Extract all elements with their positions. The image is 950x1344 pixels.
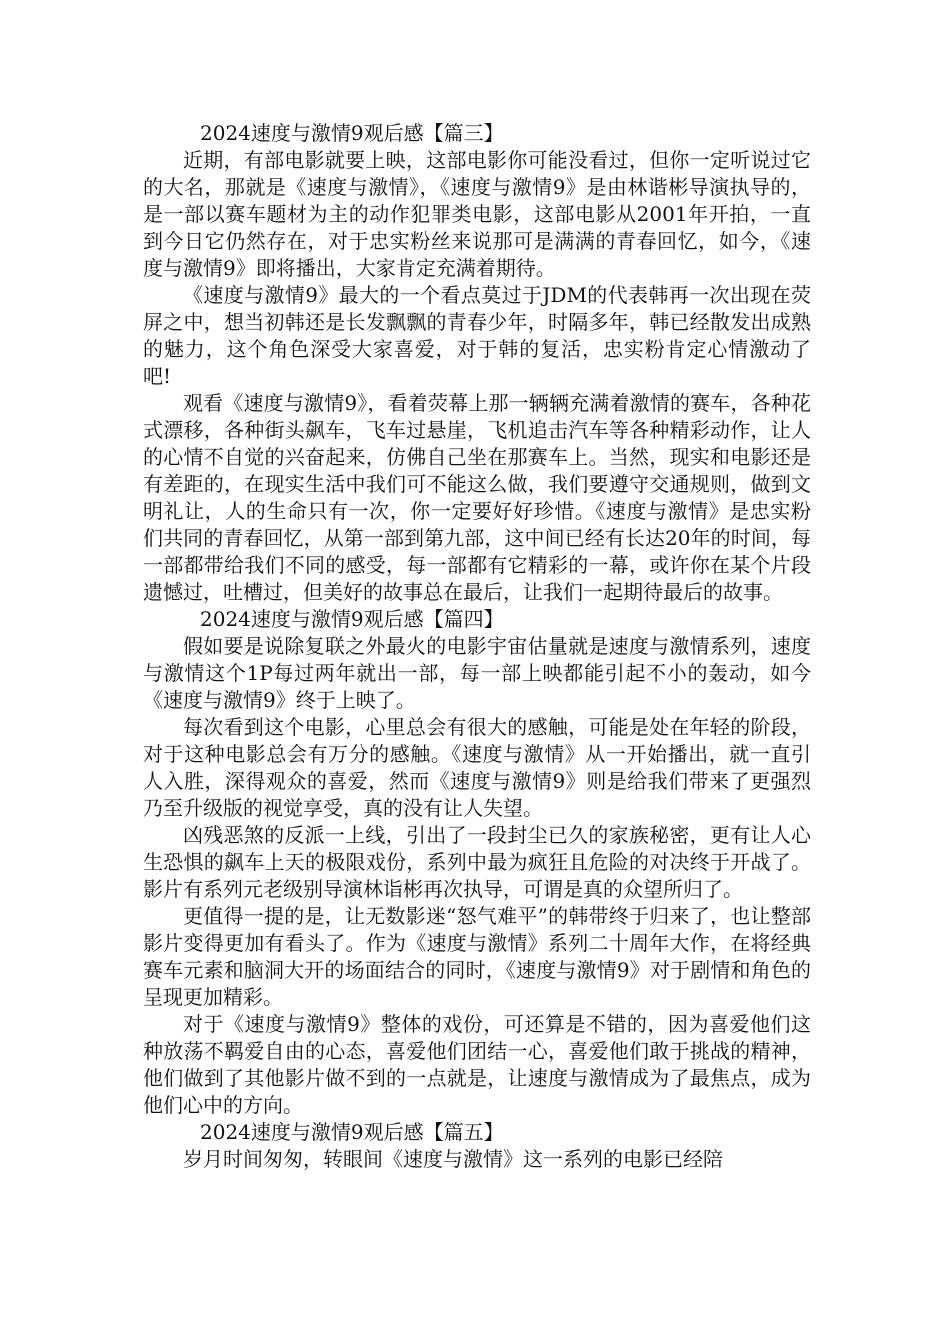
section-heading-3: 2024速度与激情9观后感【篇三】 [200, 121, 504, 145]
paragraph: 更值得一提的是，让无数影迷“怒气难平”的韩带终于归来了，也让整部影片变得更加有看头了。作为《速度与激情》系列二十周年大作，在将经典赛车元素和脑洞大开的场面结合的同时，《速度与激情9》对于剧情和角色的呈现更加精彩。 [143, 904, 811, 1009]
section-heading-4: 2024速度与激情9观后感【篇四】 [200, 607, 504, 631]
paragraph: 观看《速度与激情9》，看着荧幕上那一辆辆充满着激情的赛车，各种花式漂移，各种街头飙车，飞车过悬崖，飞机追击汽车等各种精彩动作，让人的心情不自觉的兴奋起来，仿佛自己坐在那赛车上。当然，现实和电影还是有差距的，在现实生活中我们可不能这么做，我们要遵守交通规则，做到文明礼让，人的生命只有一次，你一定要好好珍惜。《速度与激情》是忠实粉们共同的青春回忆，从第一部到第九部，这中间已经有长达20年的时间，每一部都带给我们不同的感受，每一部都有它精彩的一幕，或许你在某个片段遗憾过，吐槽过，但美好的故事总在最后，让我们一起期待最后的故事。 [143, 391, 811, 604]
section-heading-5: 2024速度与激情9观后感【篇五】 [200, 1120, 504, 1144]
paragraph: 《速度与激情9》最大的一个看点莫过于JDM的代表韩再一次出现在荧屏之中，想当初韩还是长发飘飘的青春少年，时隔多年，韩已经散发出成熟的魅力，这个角色深受大家喜爱，对于韩的复活，忠实粉肯定心情激动了吧! [143, 283, 811, 388]
paragraph: 假如要是说除复联之外最火的电影宇宙估量就是速度与激情系列，速度与激情这个1P每过两年就出一部，每一部上映都能引起不小的轰动，如今《速度与激情9》终于上映了。 [143, 634, 811, 712]
paragraph: 对于《速度与激情9》整体的戏份，可还算是不错的，因为喜爱他们这种放荡不羁爱自由的心态，喜爱他们团结一心，喜爱他们敢于挑战的精神，他们做到了其他影片做不到的一点就是，让速度与激情成为了最焦点，成为他们心中的方向。 [143, 1012, 811, 1117]
paragraph: 每次看到这个电影，心里总会有很大的感触，可能是处在年轻的阶段，对于这种电影总会有万分的感触。《速度与激情》从一开始播出，就一直引人入胜，深得观众的喜爱，然而《速度与激情9》则是给我们带来了更强烈乃至升级版的视觉享受，真的没有让人失望。 [143, 715, 811, 820]
paragraph: 岁月时间匆匆，转眼间《速度与激情》这一系列的电影已经陪 [183, 1147, 723, 1171]
document-body [143, 120, 811, 1173]
paragraph: 近期，有部电影就要上映，这部电影你可能没看过，但你一定听说过它的大名，那就是《速度与激情》，《速度与激情9》是由林谐彬导演执导的，是一部以赛车题材为主的动作犯罪类电影，这部电影从2001年开拍，一直到今日它仍然存在，对于忠实粉丝来说那可是满满的青春回忆，如今，《速度与激情9》即将播出，大家肯定充满着期待。 [143, 148, 811, 280]
paragraph: 凶残恶煞的反派一上线，引出了一段封尘已久的家族秘密，更有让人心生恐惧的飙车上天的极限戏份，系列中最为疯狂且危险的对决终于开战了。影片有系列元老级别导演林诣彬再次执导，可谓是真的众望所归了。 [143, 823, 811, 901]
